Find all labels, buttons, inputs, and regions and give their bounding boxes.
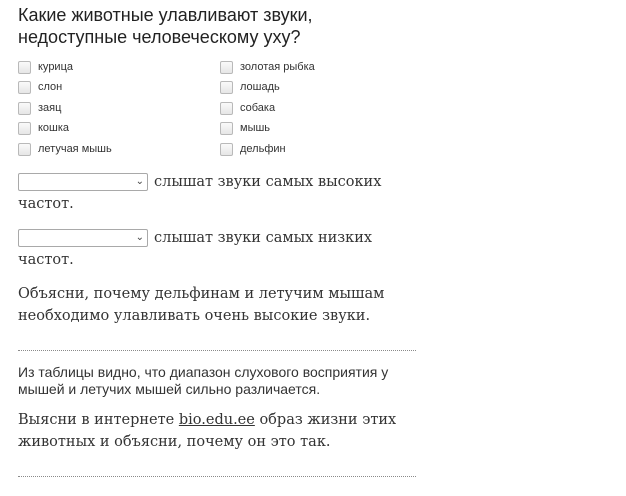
explain-line2: необходимо улавливать очень высокие звуки. [18, 308, 371, 324]
option-mysh[interactable] [220, 121, 270, 135]
option-label: дельфин [240, 143, 286, 155]
answer-line[interactable] [18, 476, 416, 477]
table-note-line1: Из таблицы видно, что диапазон слухового восприятия у [18, 364, 389, 380]
option-label: лошадь [240, 81, 280, 93]
option-letuchaya-mysh[interactable] [18, 142, 112, 156]
table-note [18, 364, 428, 398]
low-frequency-text-line1: слышат звуки самых низких [154, 230, 373, 246]
table-note-line2: мышей и летучих мышей сильно различается. [18, 381, 321, 397]
answer-line[interactable] [18, 350, 416, 351]
option-label: заяц [38, 102, 62, 114]
question-title [18, 4, 418, 48]
checkbox[interactable] [220, 122, 233, 135]
option-label: слон [38, 81, 63, 93]
chevron-down-icon: ⌄ [135, 232, 144, 243]
research-prefix: Выясни в интернете [18, 412, 179, 428]
checkbox[interactable] [220, 61, 233, 74]
explain-prompt [18, 283, 418, 327]
high-frequency-sentence [18, 171, 398, 215]
checkbox[interactable] [18, 102, 31, 115]
option-label: летучая мышь [38, 143, 112, 155]
option-zolotaya-rybka[interactable] [220, 60, 315, 74]
checkbox[interactable] [220, 143, 233, 156]
checkbox[interactable] [18, 81, 31, 94]
checkbox[interactable] [220, 81, 233, 94]
chevron-down-icon: ⌄ [135, 176, 144, 187]
checkbox[interactable] [18, 122, 31, 135]
bio-edu-link[interactable]: bio.edu.ee [178, 412, 255, 428]
low-frequency-text-line2: частот. [18, 252, 74, 268]
option-slon[interactable] [18, 80, 62, 94]
checkbox[interactable] [220, 102, 233, 115]
research-suffix: образ жизни этих [254, 412, 397, 428]
option-zayats[interactable] [18, 101, 61, 115]
question-title-line1: Какие животные улавливают звуки, [18, 5, 313, 25]
research-prompt [18, 409, 418, 453]
low-frequency-sentence [18, 227, 398, 271]
research-line2: животных и объясни, почему он это так. [18, 434, 331, 450]
option-delfin[interactable] [220, 142, 286, 156]
question-title-line2: недоступные человеческому уху? [18, 27, 301, 47]
checkbox[interactable] [18, 143, 31, 156]
option-loshad[interactable] [220, 80, 280, 94]
option-koshka[interactable] [18, 121, 69, 135]
option-kuritsa[interactable] [18, 60, 73, 74]
option-label: собака [240, 102, 276, 114]
option-sobaka[interactable] [220, 101, 275, 115]
explain-line1: Объясни, почему дельфинам и летучим мышам [18, 286, 385, 302]
checkbox[interactable] [18, 61, 31, 74]
option-label: курица [38, 61, 73, 73]
option-label: кошка [38, 122, 70, 134]
high-frequency-text-line2: частот. [18, 196, 74, 212]
option-label: золотая рыбка [240, 61, 315, 73]
high-frequency-text-line1: слышат звуки самых высоких [154, 174, 382, 190]
option-label: мышь [240, 122, 271, 134]
